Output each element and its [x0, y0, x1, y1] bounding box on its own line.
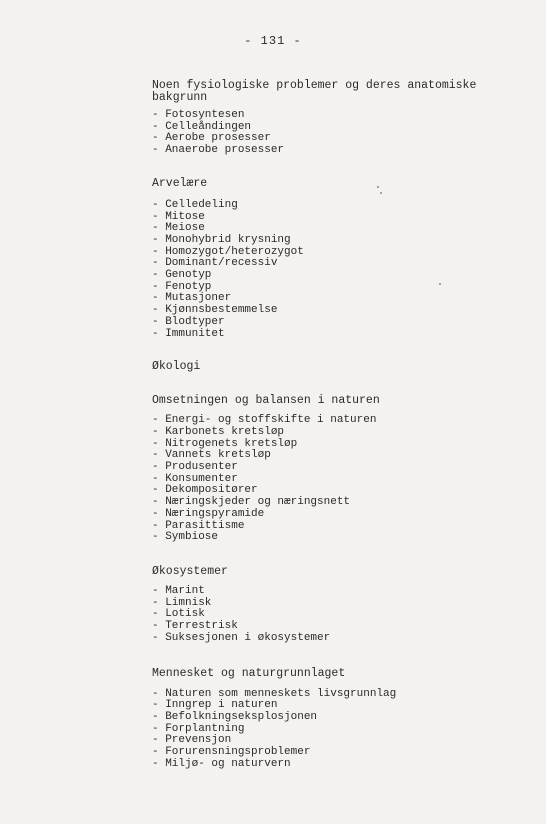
paper-speck — [439, 283, 441, 285]
list-item: - Næringskjeder og næringsnett — [152, 497, 532, 509]
section-ecosystems — [152, 566, 532, 645]
list-item: - Karbonets kretsløp — [152, 427, 532, 439]
list-item: - Inngrep i naturen — [152, 700, 532, 712]
topic-title: Økologi — [152, 360, 201, 374]
list-item: - Produsenter — [152, 462, 532, 474]
list-item: - Blodtyper — [152, 317, 532, 329]
section-heading: Omsetningen og balansen i naturen — [152, 394, 380, 408]
section-heading: Mennesket og naturgrunnlaget — [152, 666, 346, 680]
list-item: - Genotyp — [152, 270, 532, 282]
list-item: - Energi- og stoffskifte i naturen — [152, 415, 532, 427]
item-list — [152, 110, 532, 157]
paper-speck — [377, 186, 379, 188]
list-item: - Celleåndingen — [152, 122, 532, 134]
list-item: - Parasittisme — [152, 521, 532, 533]
section-ecology-title — [152, 361, 532, 373]
list-item: - Limnisk — [152, 598, 532, 610]
list-item: - Næringspyramide — [152, 509, 532, 521]
list-item: - Vannets kretsløp — [152, 450, 532, 462]
section-heading: Arvelære — [152, 176, 208, 190]
item-list — [152, 415, 532, 544]
list-item: - Symbiose — [152, 532, 532, 544]
list-item: - Fenotyp — [152, 282, 532, 294]
list-item: - Forplantning — [152, 724, 532, 736]
item-list — [152, 689, 532, 771]
list-item: - Dominant/recessiv — [152, 258, 532, 270]
list-item: - Befolkningseksplosjonen — [152, 712, 532, 724]
list-item: - Anaerobe prosesser — [152, 145, 532, 157]
list-item: - Mutasjoner — [152, 293, 532, 305]
section-heading: Økosystemer — [152, 564, 228, 578]
list-item: - Kjønnsbestemmelse — [152, 305, 532, 317]
list-item: - Aerobe prosesser — [152, 133, 532, 145]
list-item: - Forurensningsproblemer — [152, 747, 532, 759]
list-item: - Fotosyntesen — [152, 110, 532, 122]
section-heading: Noen fysiologiske problemer og deres anatomiske bakgrunn — [152, 79, 477, 104]
list-item: - Prevensjon — [152, 735, 532, 747]
section-physiology — [152, 80, 532, 157]
list-item: - Nitrogenets kretsløp — [152, 439, 532, 451]
list-item: - Homozygot/heterozygot — [152, 247, 532, 259]
section-human-nature — [152, 668, 532, 771]
section-balance — [152, 395, 532, 544]
list-item: - Dekompositører — [152, 485, 532, 497]
list-item: - Miljø- og naturvern — [152, 759, 532, 771]
list-item: - Marint — [152, 586, 532, 598]
paper-speck — [380, 192, 382, 194]
document-content — [152, 80, 532, 770]
item-list — [152, 586, 532, 645]
list-item: - Lotisk — [152, 609, 532, 621]
list-item: - Naturen som menneskets livsgrunnlag — [152, 689, 532, 701]
list-item: - Immunitet — [152, 329, 532, 341]
list-item: - Suksesjonen i økosystemer — [152, 633, 532, 645]
list-item: - Konsumenter — [152, 474, 532, 486]
list-item: - Meiose — [152, 223, 532, 235]
list-item: - Monohybrid krysning — [152, 235, 532, 247]
item-list — [152, 200, 532, 340]
page-number: - 131 - — [244, 34, 302, 48]
list-item: - Mitose — [152, 212, 532, 224]
list-item: - Celledeling — [152, 200, 532, 212]
section-genetics — [152, 178, 532, 340]
list-item: - Terrestrisk — [152, 621, 532, 633]
